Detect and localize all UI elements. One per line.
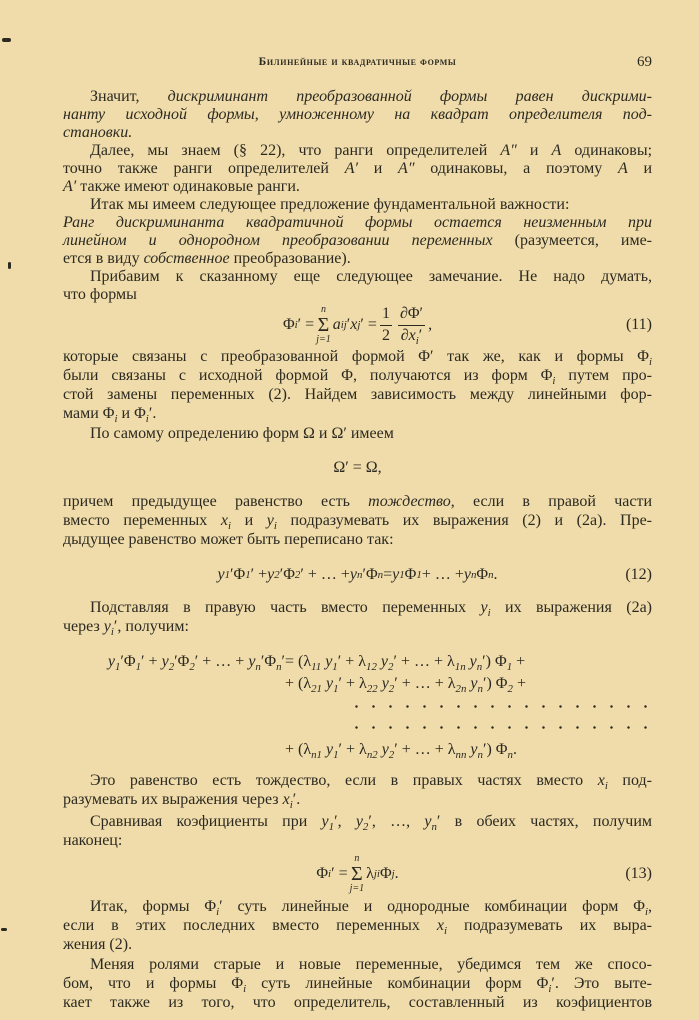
italic-text: y	[465, 653, 477, 670]
text-line	[63, 812, 652, 832]
text-run: ′.	[148, 405, 157, 422]
equation-line	[63, 651, 652, 673]
text-line	[63, 424, 652, 444]
equation: Φ i ′ = n Σ j=1 a ij ′ x j ′ = $\frac{1}{2}$ $\frac{\partial\Phi'}{\partial x_i'}$ , (11)	[282, 304, 652, 347]
text-line	[63, 195, 652, 215]
subscript: 1	[333, 682, 339, 695]
text-run: что формы	[63, 286, 137, 303]
text-run: По самому определению форм Ω и Ω′ имеем	[90, 425, 394, 442]
italic-text: x	[220, 512, 228, 529]
equation-number: (11)	[625, 316, 652, 333]
text-run: + (λ	[285, 675, 312, 692]
subscript: i	[648, 355, 652, 368]
text-run: 1	[381, 305, 390, 323]
text-run: точно также ранги определителей	[63, 160, 345, 177]
text-run: ′Φ	[120, 653, 136, 670]
subscript: 1	[332, 660, 338, 673]
italic-text: y	[248, 653, 256, 670]
text-run: Φ	[404, 566, 417, 583]
text-run: ется в виду	[63, 250, 144, 267]
text-run: которые связаны с преобразованной формой Φ′ так же, как и формы Φ	[63, 348, 649, 365]
italic-text: линейном и однородном преобразовании переменных	[63, 232, 493, 249]
text-line	[63, 213, 652, 233]
text-run: и	[230, 512, 267, 529]
text-run: .	[493, 566, 498, 583]
text-run: и	[516, 142, 552, 159]
subscript: 2	[168, 660, 175, 673]
subscript: i	[487, 606, 491, 619]
subscript: n1	[311, 748, 322, 761]
text-run: подразумевать их выражения (2) и (2a). Пре-	[276, 512, 653, 529]
text-line	[63, 993, 652, 1013]
scan-mark	[8, 262, 11, 269]
text-line	[63, 530, 652, 550]
header-title: Билинейные и квадратичные формы	[258, 56, 457, 68]
subscript: 2	[388, 748, 395, 761]
text-run: ′ + … + λ	[393, 653, 455, 670]
text-run: их выражения (2a)	[490, 599, 652, 616]
sum-lower-limit: j=1	[316, 334, 331, 345]
text-run: ′ +	[250, 566, 268, 583]
denominator	[399, 326, 425, 345]
text-run: подразумевать их выра-	[447, 917, 652, 934]
text-run: Это равенство есть тождество, если в правых частях вместо	[90, 772, 598, 789]
subscript: i	[552, 374, 556, 387]
subscript: n	[276, 660, 282, 673]
text-line	[63, 935, 652, 955]
text-run: ′.	[292, 791, 301, 808]
text-run: Далее, мы знаем (§ 22), что ранги определителей	[90, 142, 501, 159]
italic-text: нанту исходной формы, умноженному на квадрат определителя под-	[63, 106, 652, 123]
text-run: ′Φ	[230, 566, 246, 583]
text-run: (разумеется, име-	[492, 232, 653, 249]
italic-text: собственное	[143, 250, 230, 267]
italic-text: y	[466, 741, 478, 758]
italic-text: y	[463, 566, 471, 583]
text-run: и Φ	[117, 405, 146, 422]
text-line	[63, 492, 652, 512]
text-run: причем предыдущее равенство есть	[63, 493, 369, 510]
text-line	[63, 159, 652, 179]
text-run: Сравнивая коэфициенты при	[90, 813, 322, 830]
subscript: n	[507, 748, 513, 761]
text-run: стой замены переменных (2). Найдем зависимость между линейными фор-	[63, 386, 652, 403]
dot-leader	[348, 726, 652, 729]
subscript: i	[114, 412, 118, 425]
text-line	[63, 974, 652, 994]
text-run: .	[512, 741, 517, 758]
equation: y 1 ′Φ 1 ′ + y 2 ′Φ 2 ′ + … + y n ′Φ n = y 1 Φ 1 + … + y n Φ n . (12)	[217, 566, 652, 583]
text-run: Φ	[379, 865, 392, 882]
text-run: Подставляя в правую часть вместо переменных	[90, 599, 481, 616]
text-run: , если в правой части	[450, 493, 652, 510]
text-line	[63, 105, 652, 125]
text-run: ∂Φ′	[399, 305, 424, 323]
text-run: дыдущее равенство может быть переписано так:	[63, 531, 394, 548]
text-run: ′	[346, 316, 351, 333]
text-line	[63, 249, 652, 269]
italic-text: становки.	[63, 124, 133, 141]
text-run: ′ + … +	[300, 566, 350, 583]
text-run: если в этих последних вместо переменных	[63, 917, 437, 934]
text-run: путем про-	[555, 367, 653, 384]
text-run: ′Φ	[260, 653, 277, 670]
subscript: 1	[135, 660, 142, 673]
text-line	[63, 897, 652, 917]
italic-text: y	[161, 653, 169, 670]
subscript: 2	[362, 820, 369, 833]
numerator	[398, 305, 425, 325]
italic-text: y	[321, 675, 334, 692]
sum-upper-limit: n	[320, 304, 326, 315]
text-run: ′	[418, 326, 423, 344]
ellipsis-row	[63, 717, 652, 737]
subscript: n2	[366, 748, 378, 761]
text-line	[63, 831, 652, 851]
text-line	[63, 267, 652, 287]
dot-leader	[348, 705, 652, 708]
text-run: через	[63, 618, 104, 635]
subscript: 12	[366, 660, 377, 673]
text-line	[63, 955, 652, 975]
equation-rhs	[285, 740, 517, 760]
italic-text: y	[267, 566, 275, 583]
italic-text: y	[392, 566, 400, 583]
italic-text: y	[424, 813, 432, 830]
text-run: ∂	[400, 326, 409, 344]
subscript: 1n	[454, 660, 466, 673]
subscript: 2	[189, 660, 195, 673]
italic-text: дискриминант преобразованной формы равен дискрими-	[167, 88, 652, 105]
text-run: ′,	[334, 813, 356, 830]
italic-text: y	[349, 566, 358, 583]
italic-text: A	[551, 142, 562, 159]
subscript: i	[243, 982, 247, 995]
text-run: бом, что и формы Φ	[63, 975, 244, 992]
text-run: под-	[607, 772, 652, 789]
italic-text: y	[266, 512, 274, 529]
text-run: .	[394, 865, 399, 882]
equation-lhs	[63, 652, 285, 672]
subscript: 2n	[455, 682, 467, 695]
subscript: nn	[455, 748, 467, 761]
scan-mark	[1, 928, 7, 931]
italic-text: y	[321, 813, 329, 830]
text-run: ′, получим:	[113, 618, 189, 635]
italic-text: A	[617, 160, 628, 177]
text-run: Итак, формы Φ	[90, 898, 217, 915]
text-run: ′ в обеих частях, получим	[436, 813, 653, 830]
italic-text: x	[408, 326, 416, 344]
italic-text: тождество	[368, 493, 451, 510]
text-run: ′ =	[331, 865, 348, 882]
subscript: 11	[311, 660, 322, 673]
text-line	[63, 385, 652, 405]
text-run: Ω′ = Ω,	[333, 459, 382, 476]
text-run: ′. Это выте-	[551, 975, 653, 992]
text-run: ′	[281, 653, 285, 670]
subscript: i	[415, 334, 419, 347]
subscript: n	[477, 748, 483, 761]
subscript: 21	[311, 682, 322, 695]
fraction	[398, 305, 425, 345]
italic-text: y	[376, 653, 388, 670]
scan-mark	[2, 38, 11, 42]
text-run: и	[358, 160, 399, 177]
running-header	[63, 52, 652, 72]
text-run: λ	[366, 865, 374, 882]
text-run: ′ + … +	[194, 653, 249, 670]
equation-number: (12)	[625, 566, 652, 583]
text-run: ,	[648, 898, 653, 915]
italic-text: y	[480, 599, 488, 616]
text-line	[63, 141, 652, 161]
text-run: Φ	[476, 566, 489, 583]
subscript: n	[431, 820, 437, 833]
subscript: i	[644, 905, 649, 918]
equation-rhs	[285, 652, 525, 672]
text-run: ′ + … + λ	[394, 675, 456, 692]
subscript: i	[548, 982, 552, 995]
text-line	[63, 598, 652, 618]
subscript: i	[289, 798, 293, 811]
text-run: Φ	[316, 865, 329, 882]
text-run: разумевать их выражения через	[63, 791, 283, 808]
text-run: наконец:	[63, 832, 123, 849]
text-run: ,	[428, 316, 433, 333]
subscript: i	[227, 519, 231, 532]
sum-upper-limit: n	[354, 853, 360, 864]
text-run: ′ + … + λ	[394, 741, 456, 758]
text-line	[63, 790, 652, 810]
italic-text: x	[436, 917, 445, 934]
text-run: одинаковы, а поэтому	[414, 160, 618, 177]
text-run: ′, …,	[368, 813, 425, 830]
text-run: были связаны с исходной формой Φ, получаются из форм Φ	[63, 367, 553, 384]
text-run: кает также из того, что определитель, составленный из коэфициентов	[63, 994, 652, 1011]
text-run: суть линейные комбинации форм Φ	[246, 975, 549, 992]
equation: Φ i ′ = n Σ j=1 λ ji Φ j . (13)	[316, 853, 652, 894]
subscript: n	[255, 660, 261, 673]
italic-text: A″	[398, 160, 415, 177]
text-run: +	[512, 653, 526, 670]
subscript: i	[110, 625, 114, 638]
italic-text: y	[103, 618, 111, 635]
subscript: i	[216, 905, 220, 918]
text-line	[63, 87, 652, 107]
subscript: 22	[366, 682, 378, 695]
text-run: Прибавим к сказанному еще следующее замечание. Не надо думать,	[90, 268, 652, 285]
subscript: 1	[114, 660, 121, 673]
text-run: ′ =	[297, 316, 315, 333]
italic-text: x	[597, 772, 605, 789]
italic-text: A″	[500, 142, 517, 159]
text-line	[63, 177, 652, 197]
equation-line	[63, 673, 652, 695]
subscript: 1	[333, 748, 339, 761]
italic-text: A′	[344, 160, 358, 177]
equation-line	[63, 739, 652, 761]
text-run: ′ + λ	[338, 741, 367, 758]
italic-text: y	[355, 813, 363, 830]
equation-rhs	[285, 674, 526, 694]
italic-text: Ранг дискриминанта квадратичной формы остается неизменным при	[63, 214, 652, 231]
text-line	[63, 511, 652, 531]
text-run: преобразование).	[229, 250, 351, 267]
subscript: i	[444, 924, 448, 937]
italic-text: A′	[63, 178, 77, 195]
text-run: ′) Φ	[482, 741, 508, 758]
text-run: ′Φ	[279, 566, 295, 583]
italic-text: y	[107, 653, 115, 670]
sum-lower-limit: j=1	[349, 883, 365, 894]
text-run: + (λ	[285, 741, 312, 758]
subscript: 2	[388, 682, 395, 695]
italic-text: a	[332, 316, 341, 333]
subscript: i	[273, 519, 277, 532]
text-run: ′Φ	[362, 566, 378, 583]
sigma-symbol: Σ	[351, 863, 363, 885]
summation	[350, 854, 365, 894]
sigma-symbol: Σ	[317, 314, 330, 336]
text-run: ′ =	[360, 316, 377, 333]
text-line	[63, 916, 652, 936]
subscript: 1	[328, 820, 335, 833]
text-line	[63, 231, 652, 251]
text-run: ′ суть линейные и однородные комбинации форм Φ	[219, 898, 645, 915]
equation	[63, 446, 652, 490]
denominator	[380, 326, 392, 345]
equation-number: (13)	[625, 865, 652, 882]
text-run: мами Φ	[63, 405, 115, 422]
text-run: Итак мы имеем следующее предложение фундаментальной важности:	[90, 196, 570, 213]
subscript: 1	[506, 660, 513, 673]
text-run: ′Φ	[174, 653, 190, 670]
text-run: +	[512, 675, 526, 692]
numerator	[380, 305, 392, 325]
ellipsis-row	[63, 696, 652, 716]
text-run: Φ	[282, 316, 295, 333]
text-line	[63, 771, 652, 791]
italic-text: y	[217, 566, 225, 583]
italic-text: x	[350, 316, 358, 333]
text-run: + … +	[421, 566, 464, 583]
subscript: 2	[388, 660, 394, 673]
text-line	[63, 366, 652, 386]
text-run: ′ + λ	[338, 675, 367, 692]
subscript: 2	[507, 682, 513, 695]
summation	[316, 305, 331, 345]
subscript: n	[477, 682, 483, 695]
text-run: одинаковы;	[561, 142, 653, 159]
text-run: вместо переменных	[63, 512, 221, 529]
text-run: и	[627, 160, 653, 177]
text-run: Меняя ролями старые и новые переменные, убедимся тем же спосо-	[90, 956, 652, 973]
page-number: 69	[637, 54, 652, 70]
text-line	[63, 404, 652, 424]
text-run: = (λ	[285, 653, 312, 670]
text-line	[63, 617, 652, 637]
subscript: i	[145, 412, 149, 425]
italic-text: y	[377, 675, 389, 692]
fraction	[380, 305, 392, 345]
text-run: также имеют одинаковые ранги.	[76, 178, 300, 195]
text-run: Значит,	[90, 88, 168, 105]
text-line	[63, 285, 652, 305]
text-run: ′ +	[141, 653, 162, 670]
text-run: ′ + λ	[337, 653, 367, 670]
italic-text: y	[321, 741, 334, 758]
italic-text: x	[282, 791, 290, 808]
italic-text: y	[377, 741, 389, 758]
text-run: ′) Φ	[482, 653, 507, 670]
text-run: 2	[381, 326, 390, 344]
text-run: ′) Φ	[482, 675, 508, 692]
text-run: жения (2).	[63, 936, 133, 953]
italic-text: y	[466, 675, 478, 692]
text-run: =	[383, 566, 393, 583]
text-line	[63, 347, 652, 367]
text-line	[63, 123, 652, 143]
subscript: n	[476, 660, 483, 673]
italic-text: y	[321, 653, 333, 670]
subscript: i	[604, 779, 608, 792]
